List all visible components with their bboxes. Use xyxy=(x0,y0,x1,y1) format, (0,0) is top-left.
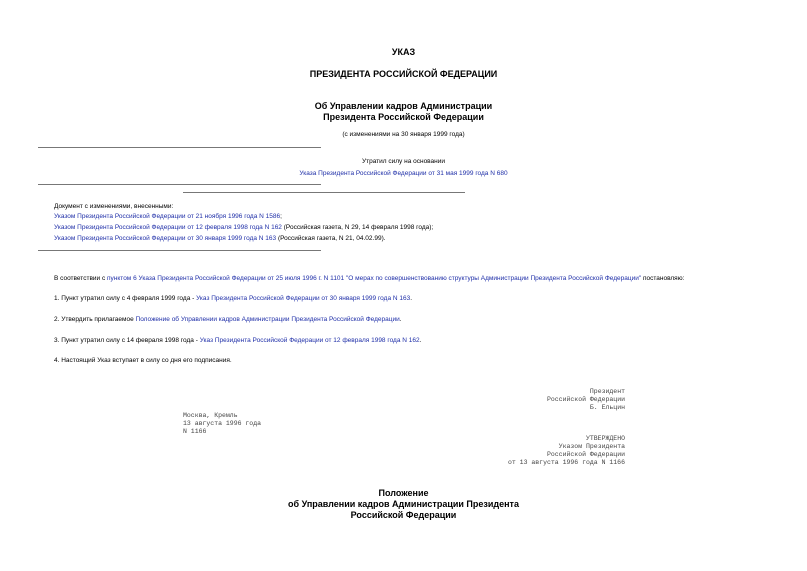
date: 13 августа 1996 года xyxy=(183,420,262,427)
document-title-line1: Об Управлении кадров Администрации xyxy=(314,101,493,111)
paragraph-3 xyxy=(54,337,421,344)
intro-text-end: постановляю: xyxy=(641,275,685,282)
intro-link[interactable]: пунктом 6 Указа Президента Российской Федерации от 25 июля 1996 г. N 1101 "О мерах по совершенствованию структуры Администрации Президента Российской Федерации" xyxy=(107,275,642,282)
approved-country: Российской Федерации xyxy=(546,451,625,458)
change-link[interactable]: Указом Президента Российской Федерации от 12 февраля 1998 года N 162 xyxy=(54,224,282,231)
change-item xyxy=(54,213,282,220)
change-item xyxy=(54,224,433,231)
decree-number: N 1166 xyxy=(183,428,207,435)
paragraph-link[interactable]: Указ Президента Российской Федерации от 12 февраля 1998 года N 162 xyxy=(199,337,420,344)
document-title-line2: Президента Российской Федерации xyxy=(323,112,484,122)
paragraph-4: 4. Настоящий Указ вступает в силу со дня его подписания. xyxy=(54,357,232,364)
approved-stamp: УТВЕРЖДЕНО xyxy=(585,435,625,442)
paragraph-text: 1. Пункт утратил силу с 4 февраля 1999 года - xyxy=(54,295,197,302)
intro-text: В соответствии с xyxy=(54,275,108,282)
change-tail: (Российская газета, N 29, 14 февраля 1998 года); xyxy=(281,224,434,231)
approved-block xyxy=(508,435,625,467)
change-link[interactable]: Указом Президента Российской Федерации от 30 января 1999 года N 163 xyxy=(54,235,277,242)
paragraph-1 xyxy=(54,295,412,302)
repeal-text: Утратил силу на основании xyxy=(361,158,446,165)
paragraph-text: 2. Утвердить прилагаемое xyxy=(54,316,136,323)
intro-paragraph xyxy=(54,275,684,282)
paragraph-text: 3. Пункт утратил силу с 14 февраля 1998 года - xyxy=(54,337,200,344)
divider xyxy=(38,184,321,185)
divider xyxy=(183,192,465,193)
place: Москва, Кремль xyxy=(183,412,238,419)
divider xyxy=(38,147,321,148)
divider xyxy=(38,250,321,251)
amendments-note: (с изменениями на 30 января 1999 года) xyxy=(342,131,465,138)
signature-name: Б. Ельцин xyxy=(589,404,625,411)
paragraph-link[interactable]: Положение об Управлении кадров Администрации Президента Российской Федерации xyxy=(135,316,400,323)
decree-issuer: ПРЕЗИДЕНТА РОССИЙСКОЙ ФЕДЕРАЦИИ xyxy=(309,69,498,79)
regulation-title: Положение xyxy=(378,488,429,498)
place-date-block xyxy=(183,412,261,436)
paragraph-link[interactable]: Указ Президента Российской Федерации от 30 января 1999 года N 163 xyxy=(196,295,411,302)
regulation-subtitle: об Управлении кадров Администрации Президента xyxy=(288,499,519,509)
paragraph-text-end: . xyxy=(399,316,402,323)
signature-block xyxy=(547,388,625,412)
paragraph-text-end: . xyxy=(419,337,422,344)
changes-heading: Документ с изменениями, внесенными: xyxy=(54,203,174,210)
change-item xyxy=(54,235,386,242)
change-tail: ; xyxy=(280,213,282,220)
change-link[interactable]: Указом Президента Российской Федерации от 21 ноября 1996 года N 1586 xyxy=(54,213,281,220)
approved-by: Указом Президента xyxy=(558,443,625,450)
signature-title: Президент xyxy=(589,388,625,395)
signature-country: Российской Федерации xyxy=(546,396,625,403)
approved-date: от 13 августа 1996 года N 1166 xyxy=(507,459,625,466)
change-tail: (Российская газета, N 21, 04.02.99). xyxy=(276,235,386,242)
decree-title: УКАЗ xyxy=(391,47,416,57)
paragraph-text-end: . xyxy=(410,295,413,302)
paragraph-2 xyxy=(54,316,402,323)
repeal-link[interactable]: Указа Президента Российской Федерации от 31 мая 1999 года N 680 xyxy=(299,170,508,177)
regulation-subtitle-line2: Российской Федерации xyxy=(350,510,457,520)
